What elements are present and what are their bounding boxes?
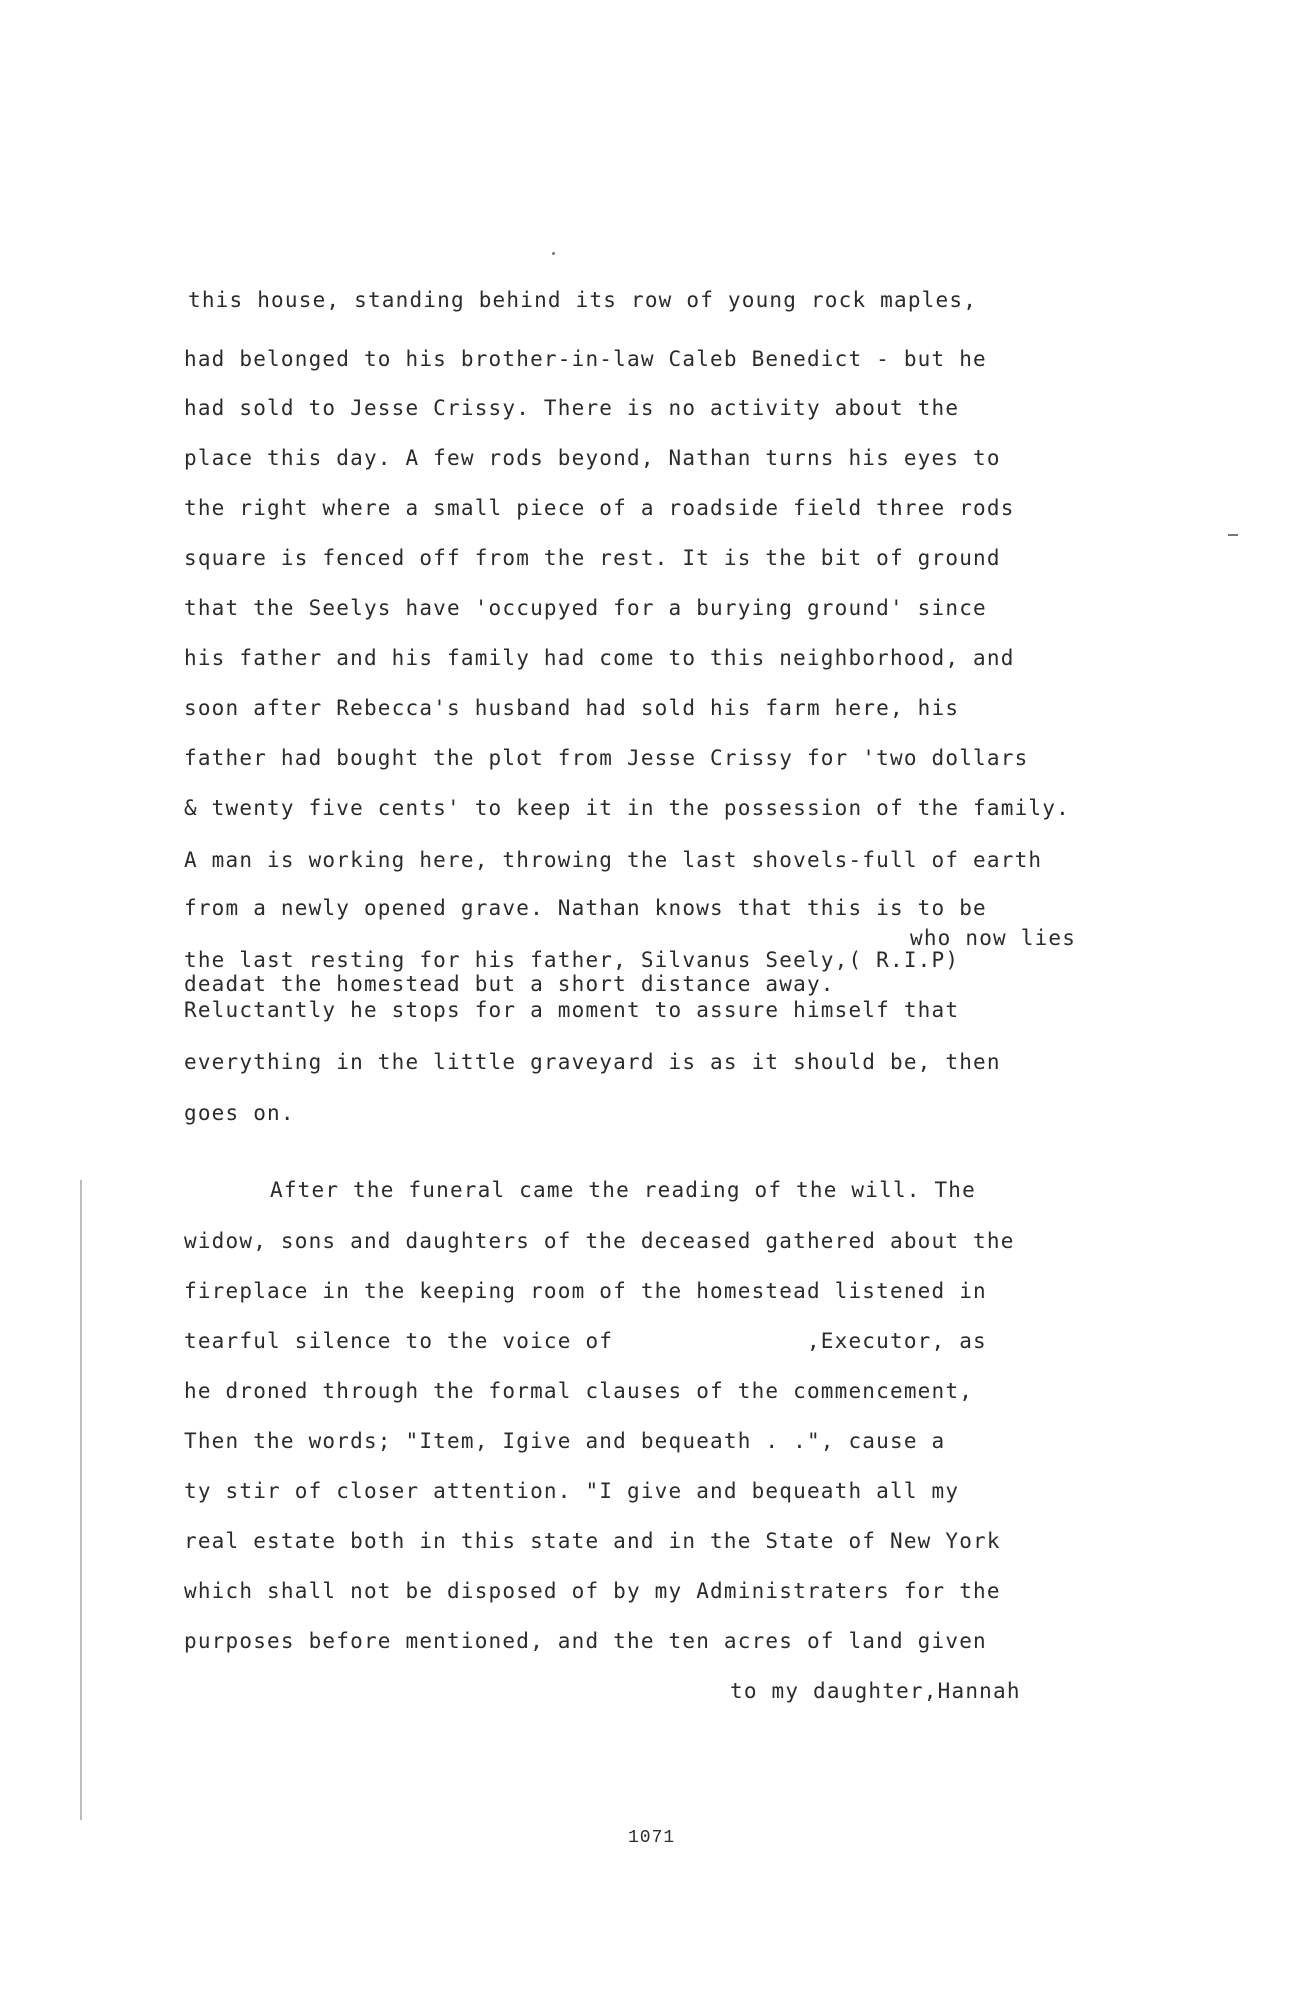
text-line: ty stir of closer attention. "I give and bequeath all my xyxy=(184,1479,960,1503)
text-line: father had bought the plot from Jesse Crissy for 'two dollars xyxy=(184,746,1029,770)
stray-mark xyxy=(552,252,555,255)
text-line: widow, sons and daughters of the deceased gathered about the xyxy=(184,1229,1015,1253)
text-line: everything in the little graveyard is as it should be, then xyxy=(184,1050,1001,1074)
text-line: from a newly opened grave. Nathan knows that this is to be xyxy=(184,896,987,920)
text-line: Then the words; "Item, Igive and bequeath . .", cause a xyxy=(184,1429,946,1453)
margin-tick-mark xyxy=(1228,534,1238,536)
text-line: soon after Rebecca's husband had sold his farm here, his xyxy=(184,696,960,720)
typed-insertion: who now lies xyxy=(910,926,1077,950)
text-line: square is fenced off from the rest. It is the bit of ground xyxy=(184,546,1001,570)
text-line: tearful silence to the voice of ,Executor, as xyxy=(184,1329,987,1353)
text-line: his father and his family had come to this neighborhood, and xyxy=(184,646,1015,670)
text-line: had belonged to his brother-in-law Caleb Benedict - but he xyxy=(184,347,987,371)
text-line: which shall not be disposed of by my Administraters for the xyxy=(184,1579,1001,1603)
text-line: real estate both in this state and in the State of New York xyxy=(184,1529,1001,1553)
text-line: that the Seelys have 'occupyed for a burying ground' since xyxy=(184,596,987,620)
scan-edge-line xyxy=(80,1180,82,1820)
text-line: Reluctantly he stops for a moment to assure himself that xyxy=(184,998,960,1022)
text-line: fireplace in the keeping room of the homestead listened in xyxy=(184,1279,987,1303)
text-line: had sold to Jesse Crissy. There is no activity about the xyxy=(184,396,960,420)
text-line: place this day. A few rods beyond, Nathan turns his eyes to xyxy=(184,446,1001,470)
text-line: the last resting for his father, Silvanus Seely,( R.I.P) xyxy=(184,948,960,972)
text-line: purposes before mentioned, and the ten acres of land given xyxy=(184,1629,987,1653)
text-line: to my daughter,Hannah xyxy=(730,1679,1021,1703)
text-line: & twenty five cents' to keep it in the possession of the family. xyxy=(184,796,1070,820)
text-line: goes on. xyxy=(184,1101,295,1125)
text-line: he droned through the formal clauses of the commencement, xyxy=(184,1379,974,1403)
text-line: this house, standing behind its row of young rock maples, xyxy=(188,288,978,312)
text-line: A man is working here, throwing the last shovels-full of earth xyxy=(184,848,1043,872)
text-line: the right where a small piece of a roadside field three rods xyxy=(184,496,1015,520)
text-line: deadat the homestead but a short distance away. xyxy=(184,972,835,996)
page-number: 1071 xyxy=(628,1828,676,1848)
text-line: After the funeral came the reading of the will. The xyxy=(270,1178,976,1202)
